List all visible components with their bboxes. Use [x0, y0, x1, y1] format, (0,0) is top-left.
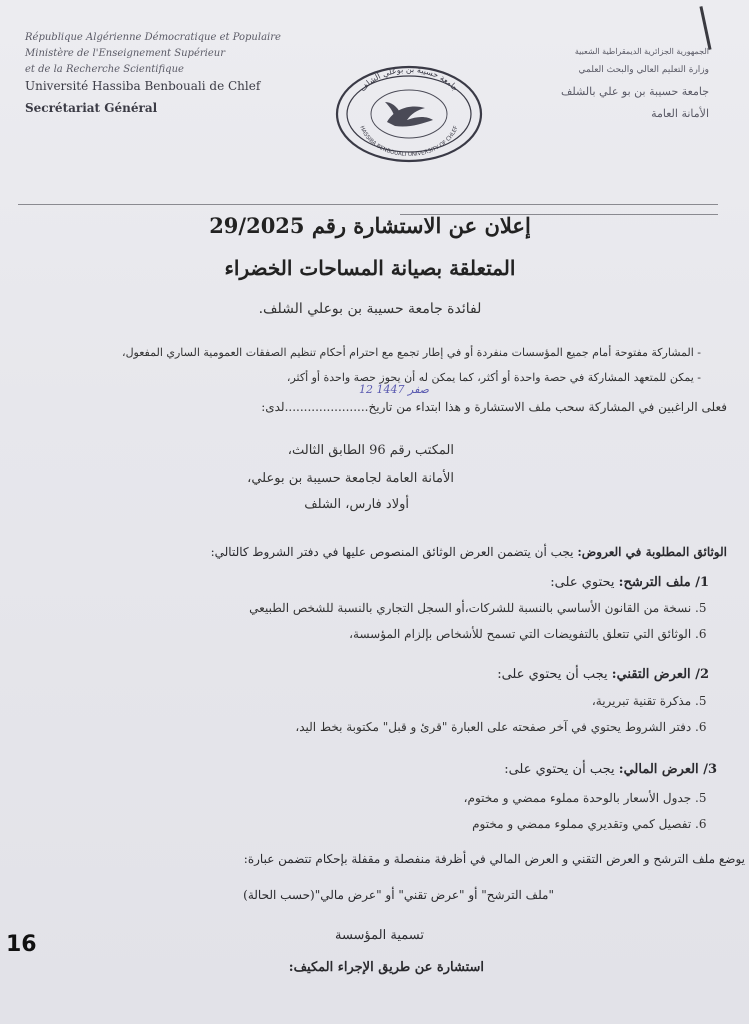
item-text: مذكرة تقنية تبريرية، [591, 694, 692, 708]
company-name-label: تسمية المؤسسة [334, 928, 424, 943]
item-text: جدول الأسعار بالوحدة مملوء ممضي و مختوم، [463, 791, 692, 805]
list-item [472, 817, 719, 831]
required-docs-intro: يجب أن يتضمن العرض الوثائق المنصوص عليها في دفتر الشروط كالتالي: [210, 545, 574, 559]
svg-text:HASSIBA BENBOUALI UNIVERSITY O [358, 125, 459, 158]
item-text: الوثائق التي تتعلق بالتفويضات التي تسمح للأشخاص بإلزام المؤسسة، [349, 627, 692, 641]
bullet-participation: - المشاركة مفتوحة أمام جميع المؤسسات منفردة أو في إطار تجمع مع احترام أحكام تنظيم الصفقات العمومية الساري المفعول، [122, 346, 701, 359]
address-line: أولاد فارس، الشلف [304, 497, 409, 512]
dove-icon [385, 102, 433, 127]
section-rest: يحتوي على: [550, 575, 615, 590]
address-line: الأمانة العامة لجامعة حسيبة بن بوعلي، [247, 471, 454, 486]
closing-instructions: يوضع ملف الترشح و العرض التقني و العرض المالي في أظرفة منفصلة و مقفلة بإحكام تتضمن عبارة: [243, 852, 745, 866]
university-name: Université Hassiba Benbouali de Chlef [25, 79, 261, 93]
list-item [295, 720, 719, 734]
header-divider [18, 204, 718, 205]
item-text: نسخة من القانون الأساسي بالنسبة للشركات،أو السجل التجاري بالنسبة للشخص الطبيعي [249, 601, 692, 615]
section-label: 2/ العرض التقني: [611, 667, 709, 682]
section-label: 1/ ملف الترشح: [618, 575, 709, 590]
section-rest: يجب أن يحتوي على: [504, 762, 615, 777]
item-number: 6. [695, 720, 707, 734]
arabic-header [561, 45, 709, 125]
seal-latin-text: HASSIBA BENBOUALI UNIVERSITY OF CHLEF [358, 125, 460, 159]
list-item [464, 791, 719, 805]
item-number: 6. [695, 817, 707, 831]
procedure-label: استشارة عن طريق الإجراء المكيف: [288, 960, 484, 975]
item-text: تفصيل كمي وتقديري مملوء ممضي و مختوم [472, 817, 692, 831]
item-number: 5. [695, 694, 707, 708]
section-rest: يجب أن يحتوي على: [497, 667, 608, 682]
handwritten-date: 12 صفر 1447 [359, 383, 429, 396]
list-item [349, 627, 719, 641]
required-docs-heading [211, 545, 727, 559]
header-ar-line: جامعة حسيبة بن بو علي بالشلف [560, 85, 709, 98]
item-number: 5. [695, 601, 707, 615]
header-ar-line: وزارة التعليم العالي والبحث العلمي [578, 65, 709, 75]
invite-line: فعلى الراغبين في المشاركة سحب ملف الاستشارة و هذا ابتداء من تاريخ......................لدى: [261, 400, 727, 414]
list-item [592, 694, 719, 708]
timestamp-overlay: 16 [6, 932, 37, 957]
announcement-beneficiary: لفائدة جامعة حسيبة بن بوعلي الشلف. [258, 301, 482, 317]
university-seal [333, 64, 485, 164]
section-title [550, 575, 709, 590]
header-ar-line: الجمهورية الجزائرية الديمقراطية الشعبية [574, 47, 709, 56]
header-fr-line: République Algérienne Démocratique et Populaire [25, 32, 281, 43]
item-text: دفتر الشروط يحتوي في آخر صفحته على العبارة "قرئ و قبل" مكتوبة بخط اليد، [295, 720, 692, 734]
section-label: 3/ العرض المالي: [618, 762, 717, 777]
announcement-title: إعلان عن الاستشارة رقم 29/2025 [209, 213, 531, 238]
paper-fold-mark [699, 6, 711, 50]
french-header [25, 30, 281, 116]
department-name: Secrétariat Général [25, 101, 158, 115]
announcement-subject: المتعلقة بصيانة المساحات الخضراء [224, 256, 516, 280]
section-title [504, 762, 717, 777]
envelope-labels: "ملف الترشح" أو "عرض تقني" أو "عرض مالي"(حسب الحالة) [243, 888, 554, 902]
header-fr-line: et de la Recherche Scientifique [25, 64, 184, 75]
required-docs-title: الوثائق المطلوبة في العروض: [577, 545, 727, 559]
section-title [497, 667, 709, 682]
item-number: 6. [695, 627, 707, 641]
list-item [249, 601, 719, 615]
seal-arabic-text: جامعة حسيبة بن بوعلي الشلف [358, 64, 461, 94]
header-ar-line: الأمانة العامة [651, 107, 709, 120]
item-number: 5. [695, 791, 707, 805]
bullet-lots: - يمكن للمتعهد المشاركة في حصة واحدة أو أكثر، كما يمكن له أن يحوز حصة واحدة أو أكثر، [286, 371, 701, 384]
address-line: المكتب رقم 96 الطابق الثالث، [287, 443, 454, 458]
header-fr-line: Ministère de l'Enseignement Supérieur [25, 48, 225, 59]
